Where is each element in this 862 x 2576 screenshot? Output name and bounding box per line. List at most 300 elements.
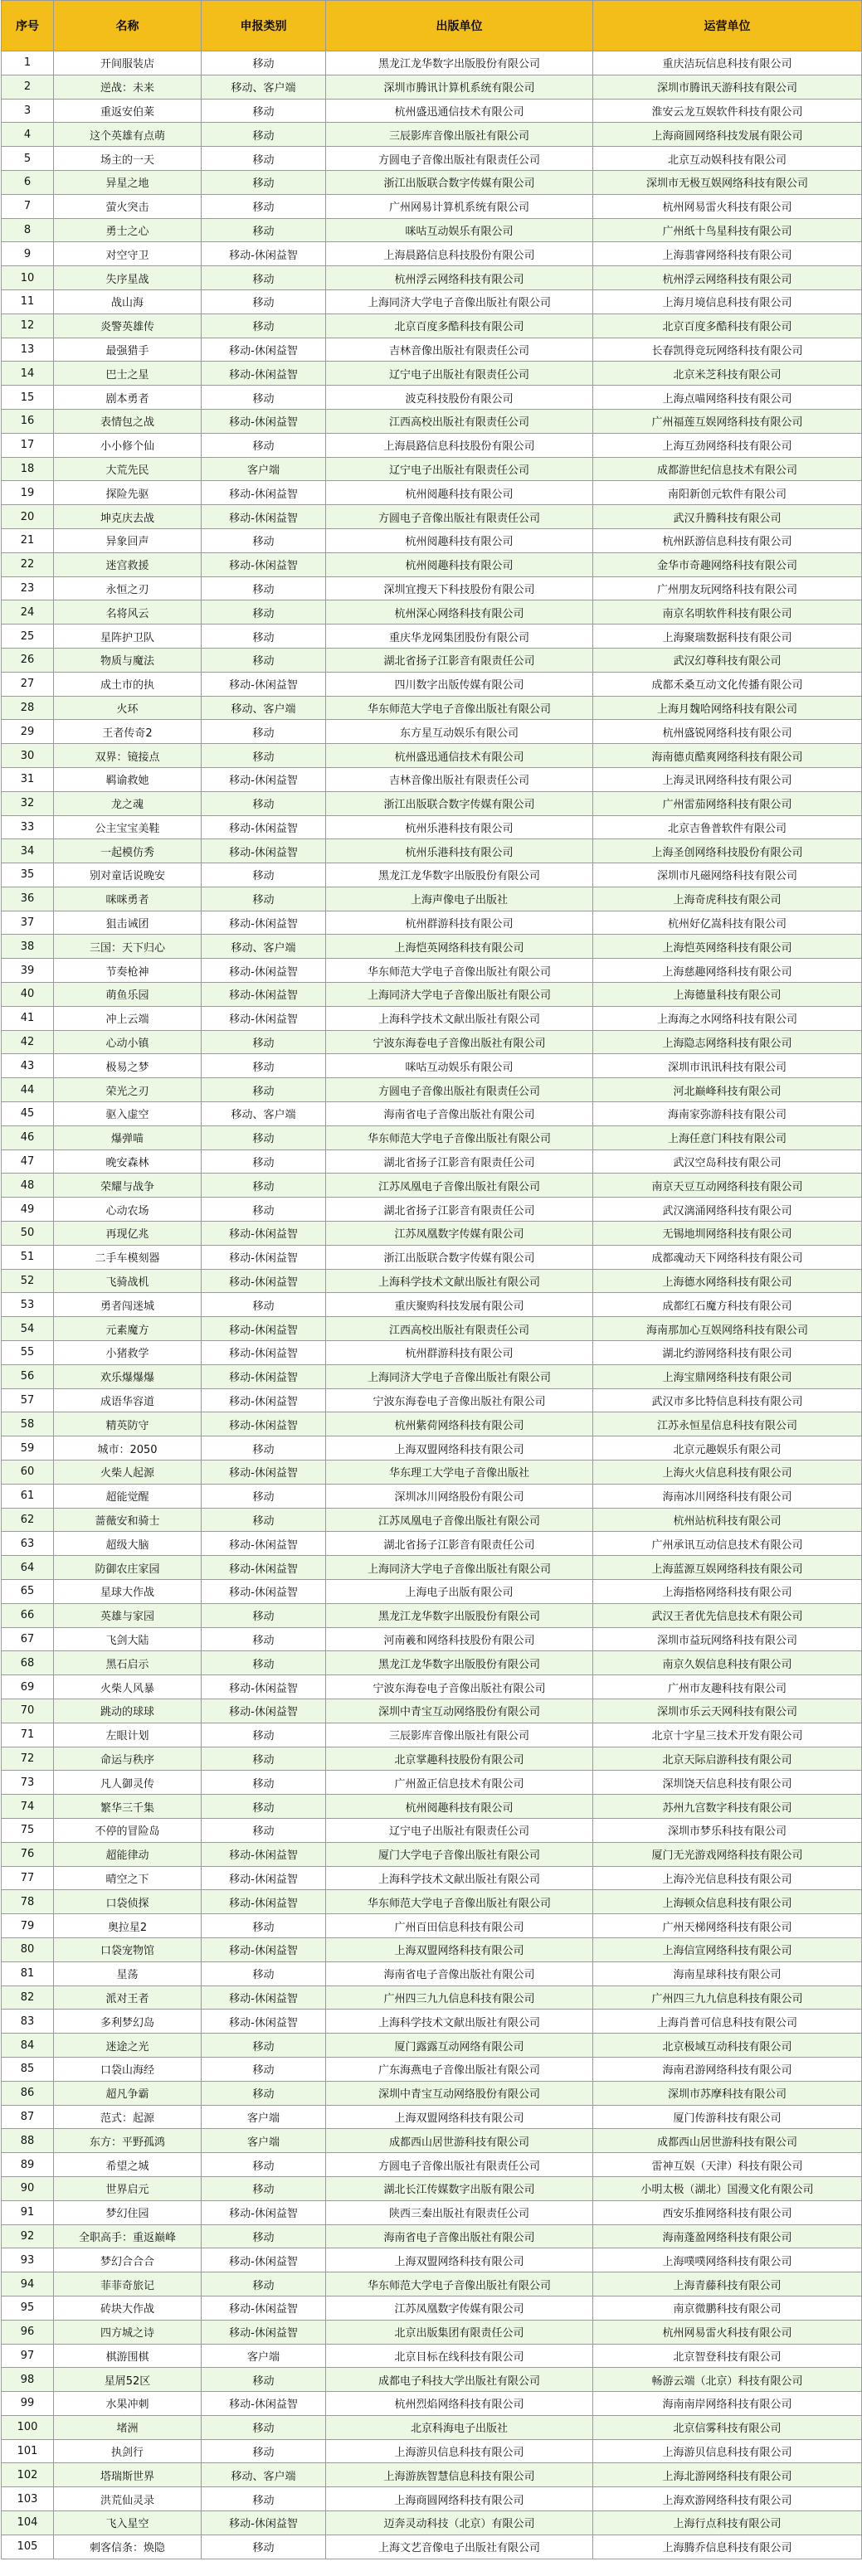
cell-index: 25 — [2, 625, 54, 649]
cell-operator: 重庆洁玩信息科技有限公司 — [593, 51, 862, 75]
cell-index: 87 — [2, 2105, 54, 2129]
cell-name: 场主的一天 — [54, 147, 202, 171]
cell-name: 冲上云端 — [54, 1006, 202, 1030]
cell-publisher: 杭州阅趣科技有限公司 — [326, 528, 593, 552]
cell-publisher: 深圳市腾讯计算机系统有限公司 — [326, 75, 593, 99]
cell-publisher: 上海同济大学电子音像出版社有限公司 — [326, 289, 593, 313]
cell-category: 移动 — [202, 2535, 326, 2559]
cell-name: 表情包之战 — [54, 409, 202, 433]
cell-index: 20 — [2, 505, 54, 529]
cell-name: 狙击诫团 — [54, 911, 202, 935]
cell-publisher: 黑龙江龙华数字出版股份有限公司 — [326, 51, 593, 75]
table-row — [2, 2463, 862, 2487]
cell-category: 移动-休闲益智 — [202, 1006, 326, 1030]
cell-index: 65 — [2, 1580, 54, 1604]
cell-publisher: 杭州浮云网络科技有限公司 — [326, 266, 593, 290]
cell-category: 移动 — [202, 266, 326, 290]
cell-name: 勇者闯迷城 — [54, 1293, 202, 1317]
table-row — [2, 1627, 862, 1651]
cell-publisher: 华东师范大学电子音像出版社有限公司 — [326, 1125, 593, 1149]
cell-index: 61 — [2, 1484, 54, 1508]
cell-name: 不停的冒险岛 — [54, 1818, 202, 1842]
cell-index: 19 — [2, 481, 54, 505]
cell-index: 54 — [2, 1317, 54, 1341]
cell-publisher: 北京目标在线科技有限公司 — [326, 2344, 593, 2368]
table-row — [2, 1174, 862, 1198]
cell-category: 移动 — [202, 289, 326, 313]
cell-index: 56 — [2, 1364, 54, 1388]
cell-index: 21 — [2, 528, 54, 552]
cell-category: 移动-休闲益智 — [202, 2392, 326, 2416]
cell-publisher: 华东师范大学电子音像出版社有限公司 — [326, 2272, 593, 2297]
cell-category: 移动 — [202, 2487, 326, 2511]
table-row — [2, 2344, 862, 2368]
cell-publisher: 杭州盛迅通信技术有限公司 — [326, 744, 593, 768]
cell-publisher: 湖北省扬子江影音有限责任公司 — [326, 1149, 593, 1174]
cell-index: 104 — [2, 2511, 54, 2535]
cell-index: 48 — [2, 1174, 54, 1198]
cell-name: 剧本勇者 — [54, 386, 202, 410]
cell-operator: 北京天际启游科技有限公司 — [593, 1747, 862, 1771]
cell-index: 13 — [2, 338, 54, 362]
table-row — [2, 1341, 862, 1365]
cell-publisher: 华东师范大学电子音像出版社有限公司 — [326, 959, 593, 983]
table-row — [2, 51, 862, 75]
cell-operator: 上海点喵网络科技有限公司 — [593, 386, 862, 410]
cell-category: 移动、客户端 — [202, 75, 326, 99]
cell-name: 异星之地 — [54, 170, 202, 194]
cell-name: 左眼计划 — [54, 1723, 202, 1747]
cell-category: 移动 — [202, 386, 326, 410]
cell-name: 火柴人风暴 — [54, 1675, 202, 1699]
cell-category: 移动 — [202, 313, 326, 338]
table-row — [2, 1388, 862, 1412]
cell-publisher: 广州百田信息科技有限公司 — [326, 1914, 593, 1938]
cell-category: 客户端 — [202, 2344, 326, 2368]
cell-publisher: 上海科学技术文献出版社有限公司 — [326, 2010, 593, 2034]
table-row — [2, 1866, 862, 1890]
cell-publisher: 浙江出版联合数字传媒有限公司 — [326, 791, 593, 815]
cell-index: 89 — [2, 2153, 54, 2177]
cell-operator: 上海噗噗网络科技有限公司 — [593, 2248, 862, 2272]
cell-publisher: 上海科学技术文献出版社有限公司 — [326, 1866, 593, 1890]
cell-index: 34 — [2, 839, 54, 863]
cell-operator: 深圳市腾讯天游科技有限公司 — [593, 75, 862, 99]
cell-index: 9 — [2, 242, 54, 266]
cell-name: 口袋山海经 — [54, 2057, 202, 2081]
table-row — [2, 911, 862, 935]
cell-operator: 西安乐推网络科技有限公司 — [593, 2200, 862, 2224]
cell-operator: 海南星球科技有限公司 — [593, 1961, 862, 1985]
table-row — [2, 1222, 862, 1246]
cell-index: 17 — [2, 433, 54, 457]
cell-index: 41 — [2, 1006, 54, 1030]
cell-operator: 上海欢游网络科技有限公司 — [593, 2487, 862, 2511]
cell-operator: 北京智登科技有限公司 — [593, 2344, 862, 2368]
cell-index: 12 — [2, 313, 54, 338]
cell-index: 55 — [2, 1341, 54, 1365]
cell-index: 60 — [2, 1461, 54, 1485]
cell-name: 飞剑大陆 — [54, 1627, 202, 1651]
table-row — [2, 744, 862, 768]
cell-index: 23 — [2, 576, 54, 600]
cell-publisher: 北京百度多酷科技有限公司 — [326, 313, 593, 338]
cell-name: 星阵护卫队 — [54, 625, 202, 649]
cell-category: 移动-休闲益智 — [202, 839, 326, 863]
cell-operator: 上海月境信息科技有限公司 — [593, 289, 862, 313]
table-row — [2, 218, 862, 242]
cell-publisher: 广州四三九九信息科技有限公司 — [326, 1985, 593, 2010]
table-row — [2, 2296, 862, 2320]
cell-category: 移动-休闲益智 — [202, 362, 326, 386]
cell-name: 欢乐爆爆爆 — [54, 1364, 202, 1388]
table-row — [2, 648, 862, 672]
cell-category: 移动-休闲益智 — [202, 338, 326, 362]
cell-category: 客户端 — [202, 457, 326, 481]
cell-operator: 成都禾桑互动文化传播有限公司 — [593, 672, 862, 696]
cell-publisher: 辽宁电子出版社有限责任公司 — [326, 1818, 593, 1842]
cell-index: 11 — [2, 289, 54, 313]
cell-name: 小小修个仙 — [54, 433, 202, 457]
cell-index: 4 — [2, 123, 54, 147]
table-row — [2, 170, 862, 194]
cell-name: 别对童话说晚安 — [54, 863, 202, 887]
cell-index: 24 — [2, 600, 54, 625]
table-row — [2, 1484, 862, 1508]
table-row — [2, 863, 862, 887]
cell-category: 移动-休闲益智 — [202, 1461, 326, 1485]
cell-category: 移动 — [202, 1961, 326, 1985]
cell-operator: 上海蓝源互娱网络科技有限公司 — [593, 1556, 862, 1580]
cell-publisher: 吉林音像出版社有限责任公司 — [326, 767, 593, 791]
table-row — [2, 2439, 862, 2463]
cell-category: 移动 — [202, 1795, 326, 1819]
cell-category: 移动 — [202, 863, 326, 887]
cell-publisher: 迈奔灵动科技（北京）有限公司 — [326, 2511, 593, 2535]
cell-operator: 上海慈趣网络科技有限公司 — [593, 959, 862, 983]
cell-operator: 广州福莲互娱网络科技有限公司 — [593, 409, 862, 433]
cell-publisher: 杭州群游科技有限公司 — [326, 1341, 593, 1365]
cell-index: 77 — [2, 1866, 54, 1890]
table-row — [2, 362, 862, 386]
cell-publisher: 上海科学技术文献出版社有限公司 — [326, 1006, 593, 1030]
cell-name: 梦幻合合合 — [54, 2248, 202, 2272]
table-row — [2, 1651, 862, 1675]
cell-index: 2 — [2, 75, 54, 99]
cell-operator: 杭州好亿嵩科技有限公司 — [593, 911, 862, 935]
table-row — [2, 1961, 862, 1985]
cell-category: 移动 — [202, 1030, 326, 1054]
table-row — [2, 625, 862, 649]
table-row — [2, 1937, 862, 1961]
cell-operator: 武汉漓涌网络科技有限公司 — [593, 1198, 862, 1222]
cell-operator: 上海奇虎科技有限公司 — [593, 887, 862, 911]
cell-operator: 杭州浮云网络科技有限公司 — [593, 266, 862, 290]
cell-operator: 杭州网易雷火科技有限公司 — [593, 2320, 862, 2344]
table-row — [2, 1245, 862, 1269]
cell-publisher: 上海双盟网络科技有限公司 — [326, 1436, 593, 1461]
cell-index: 67 — [2, 1627, 54, 1651]
cell-publisher: 上海双盟网络科技有限公司 — [326, 2105, 593, 2129]
cell-index: 3 — [2, 99, 54, 123]
table-row — [2, 1412, 862, 1436]
table-row — [2, 2320, 862, 2344]
cell-index: 94 — [2, 2272, 54, 2297]
cell-category: 移动 — [202, 2034, 326, 2058]
cell-category: 移动-休闲益智 — [202, 505, 326, 529]
cell-category: 移动 — [202, 791, 326, 815]
table-body — [2, 51, 862, 2559]
cell-index: 78 — [2, 1890, 54, 1914]
table-row — [2, 1198, 862, 1222]
cell-index: 18 — [2, 457, 54, 481]
cell-name: 龙之魂 — [54, 791, 202, 815]
cell-operator: 广州雷茄网络科技有限公司 — [593, 791, 862, 815]
cell-category: 移动-休闲益智 — [202, 815, 326, 839]
cell-operator: 上海信宣网络科技有限公司 — [593, 1937, 862, 1961]
cell-operator: 广州天梯网络科技有限公司 — [593, 1914, 862, 1938]
cell-operator: 海南南岸网络科技有限公司 — [593, 2392, 862, 2416]
table-row — [2, 1818, 862, 1842]
cell-index: 15 — [2, 386, 54, 410]
cell-index: 97 — [2, 2344, 54, 2368]
cell-operator: 上海互劲网络科技有限公司 — [593, 433, 862, 457]
cell-category: 移动-休闲益智 — [202, 1580, 326, 1604]
cell-name: 逆战：未来 — [54, 75, 202, 99]
cell-operator: 河北巅峰科技有限公司 — [593, 1078, 862, 1102]
table-row — [2, 2392, 862, 2416]
cell-operator: 苏州九宫数字科技有限公司 — [593, 1795, 862, 1819]
table-row — [2, 983, 862, 1007]
cell-operator: 上海商圆网络科技发展有限公司 — [593, 123, 862, 147]
cell-publisher: 上海商圆网络科技有限公司 — [326, 2487, 593, 2511]
cell-name: 梦幻住园 — [54, 2200, 202, 2224]
table-row — [2, 457, 862, 481]
cell-publisher: 东方星互动娱乐有限公司 — [326, 720, 593, 744]
cell-name: 超凡争霸 — [54, 2081, 202, 2105]
cell-category: 移动 — [202, 1651, 326, 1675]
table-row — [2, 1580, 862, 1604]
cell-index: 91 — [2, 2200, 54, 2224]
cell-name: 精英防守 — [54, 1412, 202, 1436]
cell-operator: 北京吉鲁普软件有限公司 — [593, 815, 862, 839]
cell-category: 移动-休闲益智 — [202, 1985, 326, 2010]
cell-publisher: 三辰影库音像出版社有限公司 — [326, 123, 593, 147]
table-row — [2, 767, 862, 791]
table-row — [2, 1269, 862, 1293]
table-row — [2, 338, 862, 362]
cell-name: 羁谕救她 — [54, 767, 202, 791]
cell-name: 多利梦幻岛 — [54, 2010, 202, 2034]
cell-operator: 杭州盛锐网络科技有限公司 — [593, 720, 862, 744]
cell-category: 移动 — [202, 1627, 326, 1651]
cell-category: 移动 — [202, 1508, 326, 1532]
cell-index: 96 — [2, 2320, 54, 2344]
cell-name: 星球大作战 — [54, 1580, 202, 1604]
table-row — [2, 720, 862, 744]
cell-operator: 南京天豆互动网络科技有限公司 — [593, 1174, 862, 1198]
table-row — [2, 75, 862, 99]
cell-operator: 武汉市多比特信息科技有限公司 — [593, 1388, 862, 1412]
cell-name: 执剑行 — [54, 2439, 202, 2463]
cell-name: 心动小镇 — [54, 1030, 202, 1054]
table-row — [2, 1461, 862, 1485]
cell-publisher: 江苏凤凰数字传媒有限公司 — [326, 2296, 593, 2320]
cell-name: 公主宝宝美鞋 — [54, 815, 202, 839]
cell-publisher: 方圆电子音像出版社有限责任公司 — [326, 505, 593, 529]
cell-category: 移动 — [202, 99, 326, 123]
cell-name: 命运与秩序 — [54, 1747, 202, 1771]
cell-operator: 海南蓬盈网络科技有限公司 — [593, 2224, 862, 2248]
cell-name: 开间服装店 — [54, 51, 202, 75]
cell-operator: 上海德水网络科技有限公司 — [593, 1269, 862, 1293]
cell-index: 52 — [2, 1269, 54, 1293]
cell-category: 移动-休闲益智 — [202, 1699, 326, 1723]
header-row — [2, 1, 862, 51]
cell-operator: 江苏永恒星信息科技有限公司 — [593, 1412, 862, 1436]
cell-name: 心动农场 — [54, 1198, 202, 1222]
cell-category: 移动-休闲益智 — [202, 767, 326, 791]
cell-publisher: 江苏凤凰电子音像出版社有限公司 — [326, 1174, 593, 1198]
cell-operator: 上海腾乔信息科技有限公司 — [593, 2535, 862, 2559]
cell-index: 85 — [2, 2057, 54, 2081]
cell-name: 重返安伯莱 — [54, 99, 202, 123]
cell-publisher: 陕西三秦出版社有限责任公司 — [326, 2200, 593, 2224]
table-row — [2, 2487, 862, 2511]
table-row — [2, 1914, 862, 1938]
cell-category: 移动 — [202, 1149, 326, 1174]
cell-operator: 成都游世纪信息技术有限公司 — [593, 457, 862, 481]
cell-category: 移动-休闲益智 — [202, 1222, 326, 1246]
cell-category: 移动 — [202, 1293, 326, 1317]
cell-publisher: 上海游贝信息科技有限公司 — [326, 2439, 593, 2463]
cell-category: 移动-休闲益智 — [202, 1245, 326, 1269]
cell-name: 火柴人起源 — [54, 1461, 202, 1485]
cell-operator: 上海德量科技有限公司 — [593, 983, 862, 1007]
cell-publisher: 杭州乐港科技有限公司 — [326, 815, 593, 839]
cell-category: 移动、客户端 — [202, 935, 326, 959]
cell-index: 45 — [2, 1102, 54, 1126]
cell-name: 防御农庄家园 — [54, 1556, 202, 1580]
cell-index: 50 — [2, 1222, 54, 1246]
cell-operator: 深圳市讯讯科技有限公司 — [593, 1054, 862, 1078]
cell-name: 范式：起源 — [54, 2105, 202, 2129]
cell-publisher: 重庆华龙网集团股份有限公司 — [326, 625, 593, 649]
cell-operator: 深圳市无极互娱网络科技有限公司 — [593, 170, 862, 194]
cell-operator: 上海聚瑞数据科技有限公司 — [593, 625, 862, 649]
cell-category: 移动-休闲益智 — [202, 552, 326, 576]
cell-publisher: 杭州群游科技有限公司 — [326, 911, 593, 935]
cell-category: 移动 — [202, 2176, 326, 2200]
cell-index: 92 — [2, 2224, 54, 2248]
table-row — [2, 2081, 862, 2105]
table-row — [2, 839, 862, 863]
cell-category: 移动-休闲益智 — [202, 2320, 326, 2344]
header-operator: 运营单位 — [593, 1, 862, 51]
cell-index: 71 — [2, 1723, 54, 1747]
cell-publisher: 湖北长江传媒数字出版有限公司 — [326, 2176, 593, 2200]
cell-operator: 上海北游网络科技有限公司 — [593, 2463, 862, 2487]
table-row — [2, 2057, 862, 2081]
cell-publisher: 北京科海电子出版社 — [326, 2415, 593, 2439]
cell-index: 29 — [2, 720, 54, 744]
cell-category: 移动-休闲益智 — [202, 1937, 326, 1961]
cell-index: 79 — [2, 1914, 54, 1938]
cell-name: 堵洲 — [54, 2415, 202, 2439]
cell-name: 炎警英雄传 — [54, 313, 202, 338]
cell-index: 8 — [2, 218, 54, 242]
cell-operator: 上海翡睿网络科技有限公司 — [593, 242, 862, 266]
cell-operator: 淮安云龙互娱软件科技有限公司 — [593, 99, 862, 123]
cell-category: 移动 — [202, 1771, 326, 1795]
table-row — [2, 935, 862, 959]
cell-name: 双界：镜接点 — [54, 744, 202, 768]
cell-operator: 海南家弥游科技有限公司 — [593, 1102, 862, 1126]
cell-name: 永恒之刃 — [54, 576, 202, 600]
cell-operator: 上海行点科技有限公司 — [593, 2511, 862, 2535]
cell-category: 移动 — [202, 1174, 326, 1198]
cell-index: 26 — [2, 648, 54, 672]
cell-category: 移动-休闲益智 — [202, 1675, 326, 1699]
cell-name: 极易之梦 — [54, 1054, 202, 1078]
cell-operator: 无锡地圳网络科技有限公司 — [593, 1222, 862, 1246]
cell-publisher: 方圆电子音像出版社有限责任公司 — [326, 2153, 593, 2177]
cell-publisher: 上海晨路信息科技股份有限公司 — [326, 242, 593, 266]
table-row — [2, 242, 862, 266]
cell-index: 33 — [2, 815, 54, 839]
cell-index: 102 — [2, 2463, 54, 2487]
cell-category: 移动-休闲益智 — [202, 2296, 326, 2320]
cell-publisher: 河南羲和网络科技股份有限公司 — [326, 1627, 593, 1651]
cell-category: 移动、客户端 — [202, 1102, 326, 1126]
table-row — [2, 409, 862, 433]
cell-name: 二手车模刻器 — [54, 1245, 202, 1269]
cell-category: 移动-休闲益智 — [202, 1269, 326, 1293]
cell-name: 世界启元 — [54, 2176, 202, 2200]
cell-name: 迷途之光 — [54, 2034, 202, 2058]
cell-name: 塔瑞斯世界 — [54, 2463, 202, 2487]
cell-category: 移动 — [202, 1054, 326, 1078]
cell-index: 14 — [2, 362, 54, 386]
table-row — [2, 1603, 862, 1627]
cell-name: 晚安森林 — [54, 1149, 202, 1174]
cell-category: 客户端 — [202, 2105, 326, 2129]
cell-index: 82 — [2, 1985, 54, 2010]
cell-category: 移动 — [202, 2153, 326, 2177]
cell-index: 22 — [2, 552, 54, 576]
cell-index: 99 — [2, 2392, 54, 2416]
cell-publisher: 宁波东海卷电子音像出版社有限公司 — [326, 1030, 593, 1054]
cell-index: 31 — [2, 767, 54, 791]
table-row — [2, 1699, 862, 1723]
cell-category: 移动-休闲益智 — [202, 959, 326, 983]
cell-operator: 北京米芝科技有限公司 — [593, 362, 862, 386]
cell-index: 69 — [2, 1675, 54, 1699]
table-row — [2, 1102, 862, 1126]
cell-publisher: 厦门大学电子音像出版社有限公司 — [326, 1842, 593, 1866]
cell-publisher: 深圳冰川网络股份有限公司 — [326, 1484, 593, 1508]
cell-publisher: 上海电子出版有限公司 — [326, 1580, 593, 1604]
cell-category: 移动 — [202, 600, 326, 625]
cell-index: 7 — [2, 194, 54, 218]
cell-publisher: 上海晨路信息科技股份有限公司 — [326, 433, 593, 457]
table-row — [2, 1364, 862, 1388]
cell-category: 移动 — [202, 1723, 326, 1747]
cell-index: 30 — [2, 744, 54, 768]
cell-category: 移动 — [202, 2081, 326, 2105]
cell-operator: 杭州跃游信息科技有限公司 — [593, 528, 862, 552]
table-row — [2, 1149, 862, 1174]
